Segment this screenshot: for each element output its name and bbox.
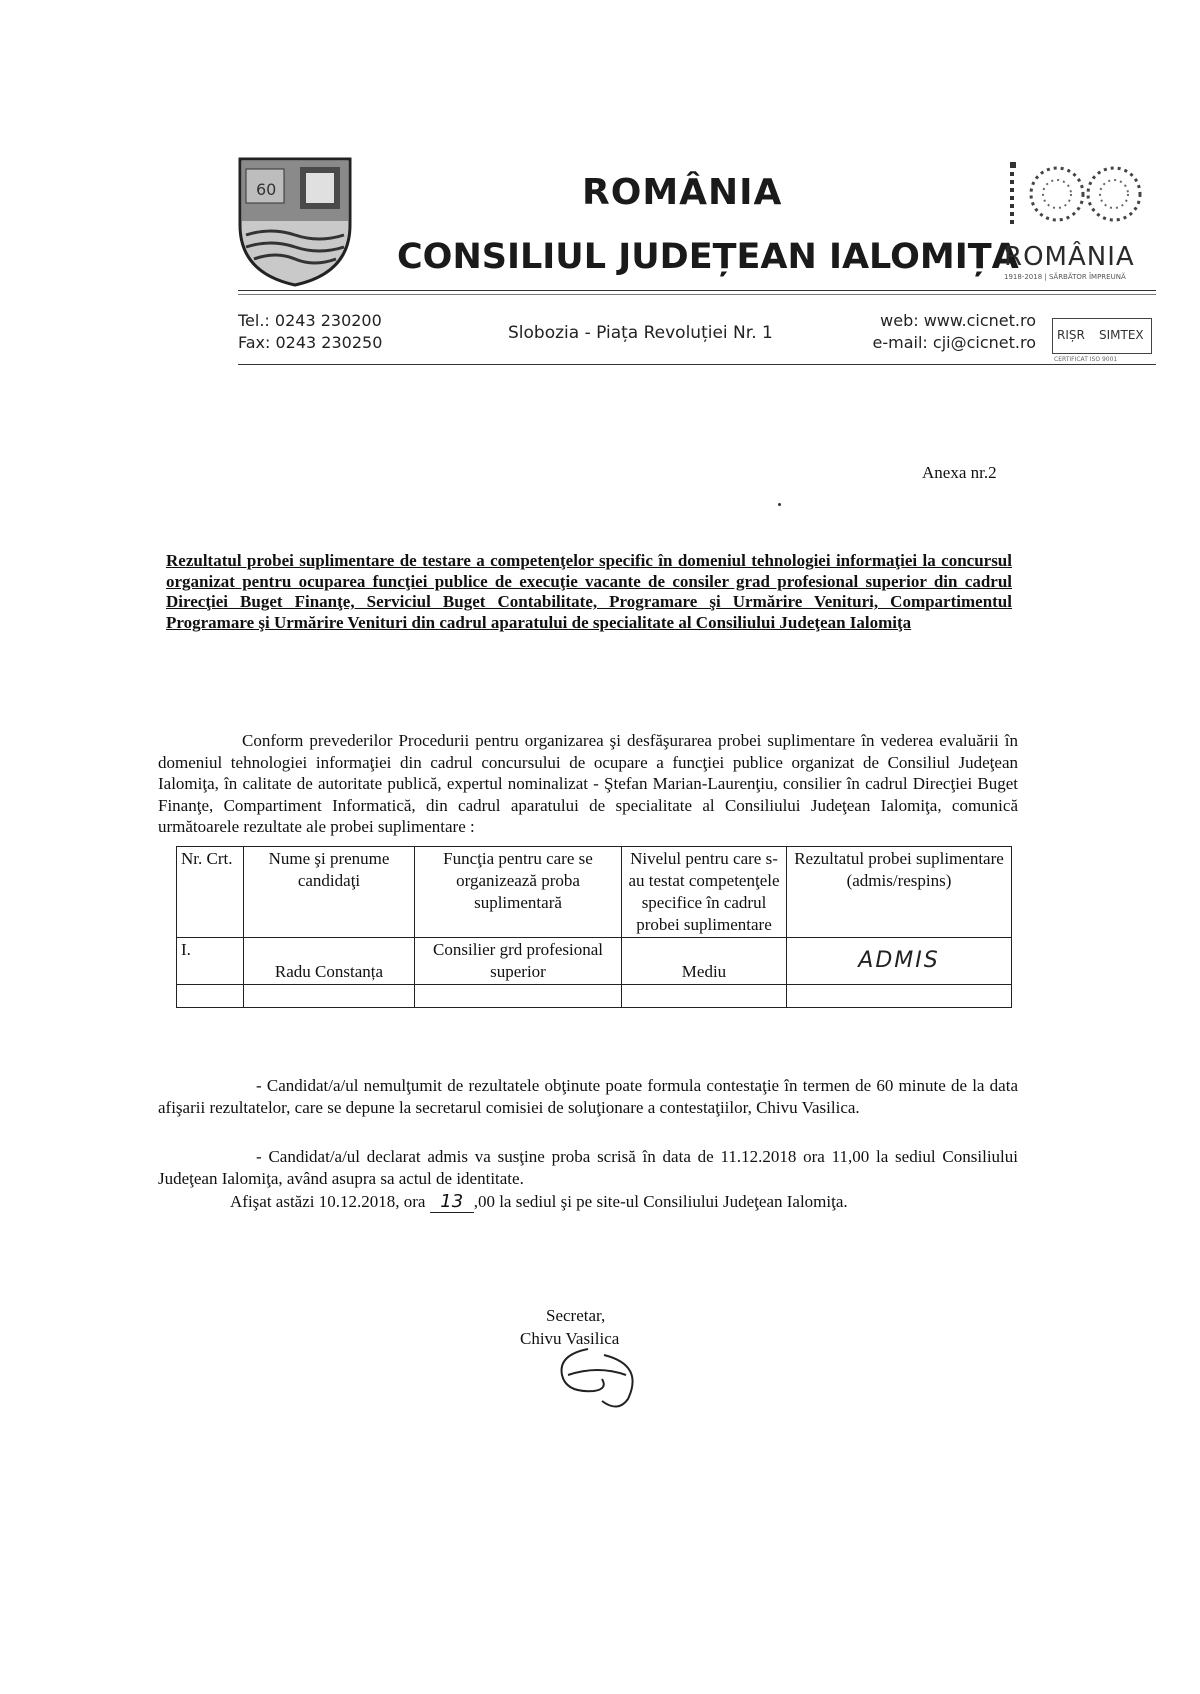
result-handwritten: ADMIS <box>858 947 940 973</box>
signature-name: Chivu Vasilica <box>520 1329 620 1348</box>
letterhead-country: ROMÂNIA <box>582 172 783 213</box>
email-text: e-mail: cji@cicnet.ro <box>872 333 1036 352</box>
table-row-empty <box>177 985 1012 1008</box>
handwritten-signature <box>548 1335 648 1415</box>
cert-right-text: SIMTEX <box>1099 328 1144 342</box>
cert-left-text: RIȘR <box>1057 328 1085 342</box>
certification-subtext: CERTIFICAT ISO 9001 <box>1054 356 1118 363</box>
header-result: Rezultatul probei suplimentare (admis/respins) <box>787 847 1012 938</box>
scan-speck <box>778 503 781 506</box>
table-row <box>177 938 1012 985</box>
phone-text: Tel.: 0243 230200 <box>238 311 382 330</box>
letterhead-council-name: CONSILIUL JUDEȚEAN IALOMIȚA <box>397 237 1019 277</box>
intro-paragraph: Conform prevederilor Procedurii pentru organizarea şi desfăşurarea probei suplimentare în vederea evaluării în domeniul tehnologiei informaţiei din cadrul concursului de ocupare a funcţiei publice organizat de Consiliul Judeţean Ialomiţa, în calitate de autoritate publică, expertul nominalizat - Ştefan Marian-Laurenţiu, consilier în cadrul Direcţiei Buget Finanţe, Compartiment Informatică, din cadrul aparatului de specialitate al Consiliului Judeţean Ialomiţa, comunică următoarele rezultate ale probei suplimentare : <box>158 731 1018 836</box>
cell-empty <box>622 985 787 1008</box>
posted-line <box>230 1191 848 1213</box>
header-candidate-name: Nume şi prenume candidaţi <box>244 847 415 938</box>
letterhead-rule-bottom <box>238 364 1156 365</box>
contact-phone-fax <box>238 310 382 354</box>
table-header-row <box>177 847 1012 938</box>
certification-badge <box>1052 318 1152 354</box>
fax-text: Fax: 0243 230250 <box>238 333 383 352</box>
note-written-exam: - Candidat/a/ul declarat admis va susţine proba scrisă în data de 11.12.2018 ora 11,00 la sediul Consiliului Judeţean Ialomiţa, având asupra sa actul de identitate. <box>158 1147 1018 1188</box>
cell-empty <box>415 985 622 1008</box>
cell-empty <box>177 985 244 1008</box>
contact-web-email <box>858 310 1036 354</box>
svg-text:60: 60 <box>256 180 277 199</box>
signature-role: Secretar, <box>546 1306 606 1325</box>
posted-suffix: ,00 la sediul şi pe site-ul Consiliului Judeţean Ialomiţa. <box>473 1192 848 1211</box>
cell-position: Consilier grd profesional superior <box>415 938 622 985</box>
cell-level: Mediu <box>622 938 787 985</box>
posted-prefix: Afişat astăzi 10.12.2018, ora <box>230 1192 426 1211</box>
logo-romania-text: ROMÂNIA <box>1004 242 1135 272</box>
cell-candidate: Radu Constanța <box>244 938 415 985</box>
note-contestation: - Candidat/a/ul nemulţumit de rezultatele obţinute poate formula contestaţie în termen de 60 minute de la data afişarii rezultatelor, care se depune la secretarul comisiei de soluţionare a contestaţiilor, Chivu Vasilica. <box>158 1076 1018 1117</box>
letterhead-rule-top-2 <box>238 294 1156 295</box>
logo-romania-subtext: 1918-2018 | SĂRBĂTOR ÎMPREUNĂ <box>1004 273 1126 281</box>
web-text: web: www.cicnet.ro <box>880 311 1036 330</box>
cell-nr: I. <box>177 938 244 985</box>
cell-empty <box>787 985 1012 1008</box>
annex-number: Anexa nr.2 <box>922 463 997 482</box>
header-position: Funcţia pentru care se organizează proba suplimentară <box>415 847 622 938</box>
header-nr-crt: Nr. Crt. <box>177 847 244 938</box>
cell-result <box>787 938 1012 985</box>
posted-hour-handwritten: 13 <box>430 1191 474 1213</box>
letterhead-rule-top <box>238 290 1156 291</box>
address-text: Slobozia - Piața Revoluției Nr. 1 <box>508 323 773 343</box>
header-level: Nivelul pentru care s-au testat competenţele specifice în cadrul probei suplimentare <box>622 847 787 938</box>
results-table <box>176 846 1012 1008</box>
cell-empty <box>244 985 415 1008</box>
document-title: Rezultatul probei suplimentare de testare a competenţelor specific în domeniul tehnologiei informaţiei la concursul organizat pentru ocuparea funcţiei publice de execuţie vacante de consiler grad profesional superior din cadrul Direcţiei Buget Finanţe, Serviciul Buget Contabilitate, Programare şi Urmărire Venituri, Compartimentul Programare şi Urmărire Venituri din cadrul aparatului de specialitate al Consiliului Judeţean Ialomiţa <box>166 551 1012 632</box>
romania-centenary-logo <box>1002 158 1152 238</box>
county-coat-of-arms <box>236 155 354 289</box>
